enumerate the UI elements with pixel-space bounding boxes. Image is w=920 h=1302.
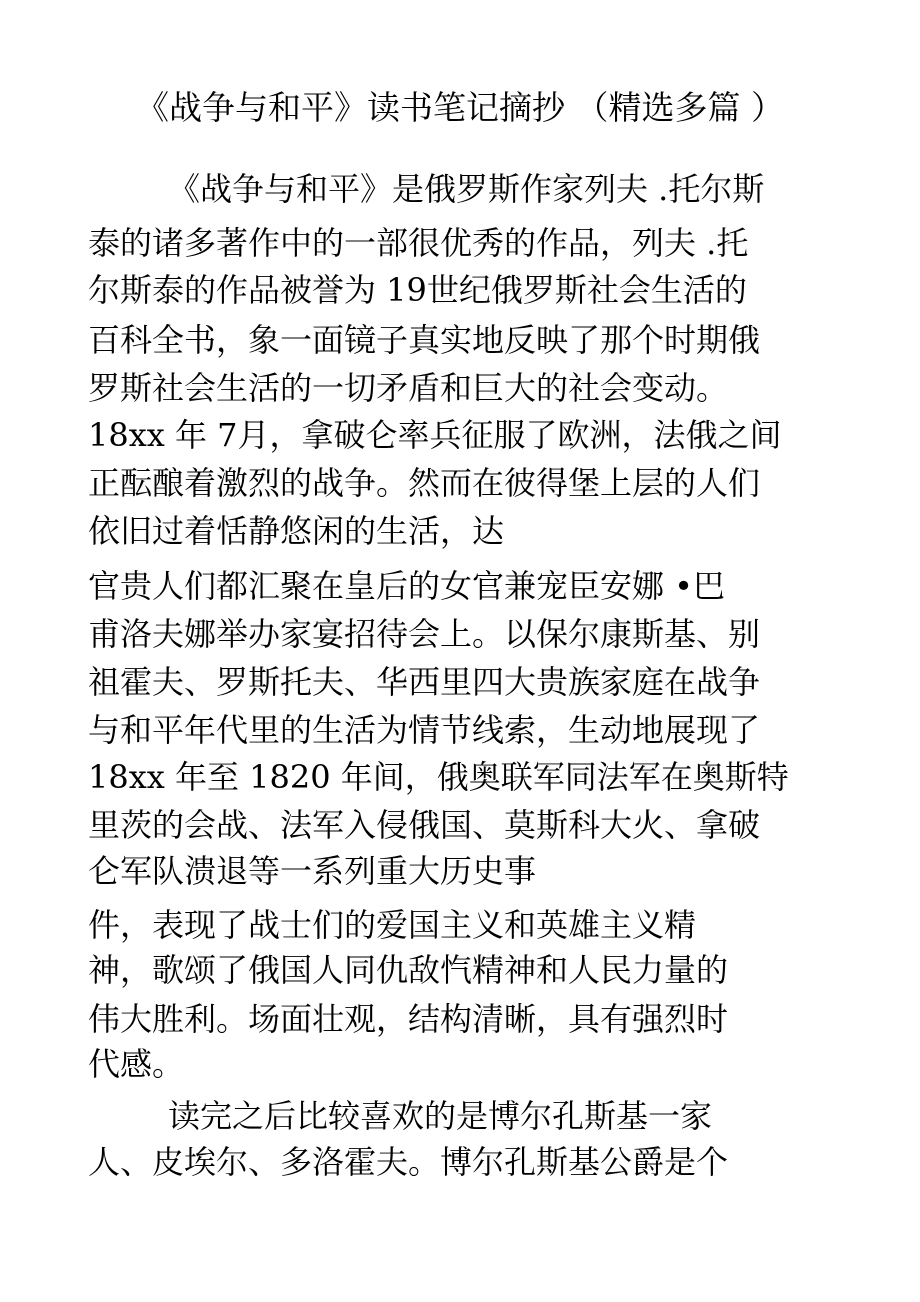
text-line: 正酝酿着激烈的战争。然而在彼得堡上层的人们 <box>88 464 761 502</box>
text-line: 神，歌颂了俄国人同仇敌忾精神和人民力量的 <box>88 951 729 989</box>
text-line: 百科全书，象一面镜子真实地反映了那个时期俄 <box>88 321 761 359</box>
text-line: 人、皮埃尔、多洛霍夫。博尔孔斯基公爵是个 <box>88 1143 729 1181</box>
text-line: 《战争与和平》是俄罗斯作家列夫 .托尔斯 <box>168 170 765 208</box>
text-line: 泰的诸多著作中的一部很优秀的作品，列夫 .托 <box>88 224 749 262</box>
text-line: 里茨的会战、法军入侵俄国、莫斯科大火、拿破 <box>88 806 761 844</box>
document-title: 《战争与和平》读书笔记摘抄 （精选多篇 ） <box>136 88 784 127</box>
text-line: 件，表现了战士们的爱国主义和英雄主义精 <box>88 906 697 944</box>
text-line: 与和平年代里的生活为情节线索，生动地展现了 <box>88 711 761 749</box>
text-line: 伟大胜利。场面壮观，结构清晰，具有强烈时 <box>88 1000 729 1038</box>
text-line: 读完之后比较喜欢的是博尔孔斯基一家 <box>168 1097 713 1135</box>
text-line: 祖霍夫、罗斯托夫、华西里四大贵族家庭在战争 <box>88 663 761 701</box>
text-line: 18xx 年 7月，拿破仑率兵征服了欧洲，法俄之间 <box>88 416 782 454</box>
text-line: 罗斯社会生活的一切矛盾和巨大的社会变动。 <box>88 369 729 407</box>
text-line: 依旧过着恬静悠闲的生活，达 <box>88 512 505 550</box>
text-line: 官贵人们都汇聚在皇后的女官兼宠臣安娜 •巴 <box>88 567 726 605</box>
text-line: 代感。 <box>88 1045 185 1083</box>
text-line: 18xx 年至 1820 年间，俄奥联军同法军在奥斯特 <box>88 758 789 796</box>
text-line: 尔斯泰的作品被誉为 19世纪俄罗斯社会生活的 <box>88 271 747 309</box>
text-line: 仑军队溃退等一系列重大历史事 <box>88 852 537 890</box>
text-line: 甫洛夫娜举办家宴招待会上。以保尔康斯基、别 <box>88 615 761 653</box>
